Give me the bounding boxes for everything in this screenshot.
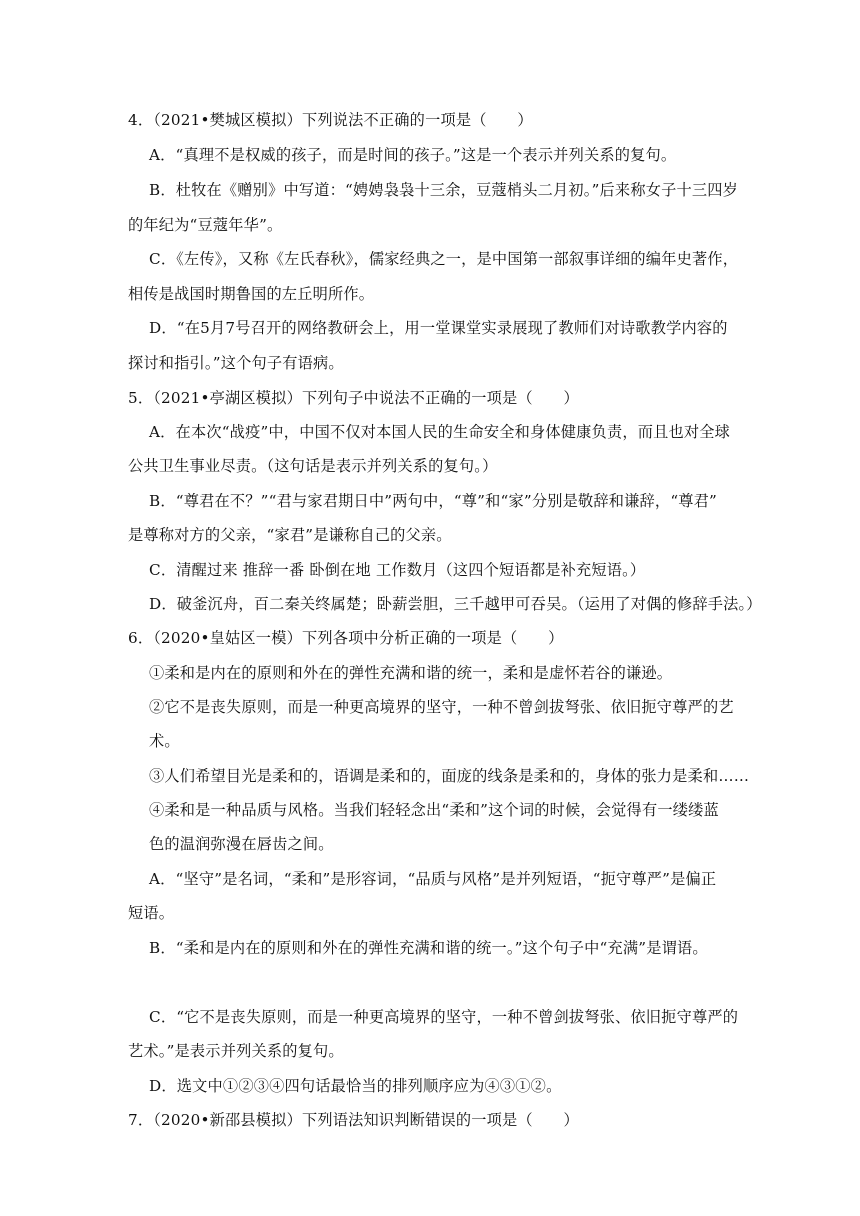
- question-6-sentence-2: ②它不是丧失原则，而是一种更高境界的坚守，一种不曾剑拔弩张、依旧扼守尊严的艺: [149, 698, 734, 716]
- question-4-stem: 4．（2021•樊城区模拟）下列说法不正确的一项是（ ）: [128, 111, 533, 129]
- question-6-option-b: B．“柔和是内在的原则和外在的弹性充满和谐的统一。”这个句子中“充满”是谓语。: [149, 939, 708, 957]
- question-5-option-d: D．破釜沉舟，百二秦关终属楚；卧薪尝胆，三千越甲可吞吴。（运用了对偶的修辞手法。）: [149, 595, 762, 613]
- question-5-option-b-continued: 是尊称对方的父亲，“家君”是谦称自己的父亲。: [128, 526, 452, 544]
- question-6-sentence-2-continued: 术。: [149, 732, 180, 750]
- question-4-option-d-continued: 探讨和指引。”这个句子有语病。: [128, 354, 344, 372]
- question-5-option-a: A．在本次“战疫”中，中国不仅对本国人民的生命安全和身体健康负责，而且也对全球: [149, 423, 731, 441]
- question-6-option-d: D．选文中①②③④四句话最恰当的排列顺序应为④③①②。: [149, 1077, 562, 1095]
- question-5-option-a-continued: 公共卫生事业尽责。（这句话是表示并列关系的复句。）: [128, 457, 498, 475]
- question-6-sentence-4: ④柔和是一种品质与风格。当我们轻轻念出“柔和”这个词的时候，会觉得有一缕缕蓝: [149, 801, 719, 819]
- question-7-stem: 7．（2020•新邵县模拟）下列语法知识判断错误的一项是（ ）: [128, 1111, 579, 1129]
- question-6-option-c-continued: 艺术。”是表示并列关系的复句。: [128, 1042, 344, 1060]
- question-6-sentence-3: ③人们希望目光是柔和的，语调是柔和的，面庞的线条是柔和的，身体的张力是柔和……: [149, 767, 750, 785]
- question-5-stem: 5．（2021•亭湖区模拟）下列句子中说法不正确的一项是（ ）: [128, 389, 579, 407]
- question-4-option-d: D．“在5月7号召开的网络教研会上，用一堂课堂实录展现了教师们对诗歌教学内容的: [149, 319, 728, 337]
- question-5-option-b: B．“尊君在不？”“君与家君期日中”两句中，“尊”和“家”分别是敬辞和谦辞，“尊君”: [149, 492, 718, 510]
- question-4-option-c-continued: 相传是战国时期鲁国的左丘明所作。: [128, 285, 375, 303]
- question-4-option-b-continued: 的年纪为“豆蔻年华”。: [128, 216, 283, 234]
- question-6-option-a-continued: 短语。: [128, 904, 175, 922]
- question-4-option-a: A．“真理不是权威的孩子，而是时间的孩子。”这是一个表示并列关系的复句。: [149, 146, 677, 164]
- question-6-sentence-1: ①柔和是内在的原则和外在的弹性充满和谐的统一，柔和是虚怀若谷的谦逊。: [149, 664, 673, 682]
- question-6-stem: 6．（2020•皇姑区一模）下列各项中分析正确的一项是（ ）: [128, 629, 564, 647]
- question-6-option-a: A．“坚守”是名词，“柔和”是形容词，“品质与风格”是并列短语，“扼守尊严”是偏正: [149, 870, 717, 888]
- question-4-option-b: B．杜牧在《赠别》中写道：“娉娉袅袅十三余，豆蔻梢头二月初。”后来称女子十三四岁: [149, 181, 739, 199]
- question-4-option-c: C．《左传》，又称《左氏春秋》，儒家经典之一，是中国第一部叙事详细的编年史著作，: [149, 250, 739, 268]
- question-6-option-c: C．“它不是丧失原则，而是一种更高境界的坚守，一种不曾剑拔弩张、依旧扼守尊严的: [149, 1008, 739, 1026]
- question-6-sentence-4-continued: 色的温润弥漫在唇齿之间。: [149, 835, 334, 853]
- question-5-option-c: C．清醒过来 推辞一番 卧倒在地 工作数月（这四个短语都是补充短语。）: [149, 561, 646, 579]
